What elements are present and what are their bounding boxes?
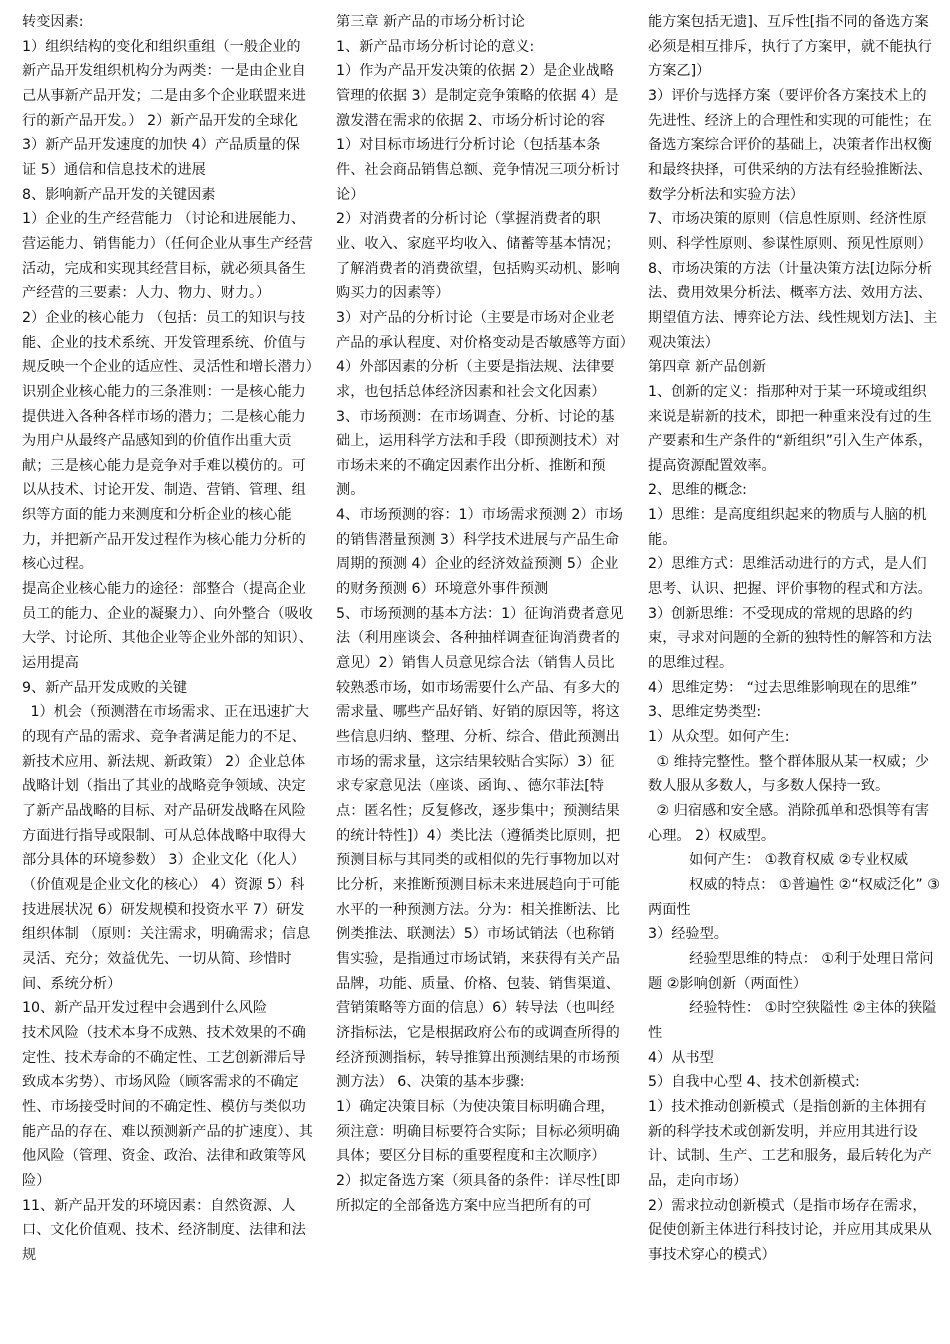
- paragraph: 2、思维的概念:: [648, 482, 747, 499]
- paragraph: 3）对产品的分析讨论（主要是市场对企业老产品的承认程度、对价格变动是否敏感等方面）: [336, 309, 634, 351]
- paragraph: 能方案包括无遗]、互斥性[指不同的备选方案必须是相互排斥，执行了方案甲，就不能执行方案乙]）: [648, 14, 932, 80]
- paragraph: 1）思维：是高度组织起来的物质与人脑的机能。: [648, 507, 927, 548]
- paragraph: 2）思维方式：思维活动进行的方式，是人们思考、认识、把握、评价事物的程式和方法。: [648, 556, 932, 598]
- paragraph: ① 维持完整性。整个群体服从某一权威；少数人服从多数人，与多数人保持一致。: [648, 753, 930, 795]
- paragraph: 经验特性： ①时空狭隘性 ②主体的狭隘性: [648, 1000, 937, 1041]
- paragraph: 5、市场预测的基本方法：1）征询消费者意见法（利用座谈会、各种抽样调查征询消费者的意见）2）销售人员意见综合法（销售人员比较熟悉市场，如市场需要什么产品、有多大的需求量、哪些产品好销、好销的原因等，将这些信息归纳、整理、分析、综合、借此预测出市场的需求量，这宗结果较贴合实际）3）征求专家意见法（座谈、函询、、德尔菲法[特点：匿名性；反复修改，逐步集中；预测结果的统计特性]）4）类比法（遵循类比原则，把预测目标与其同类的或相似的先行事物加以对比分析，来推断预测目标未来进展趋向于可能水平的一种预测方法。分为：相关推断法、比例类推法、联测法）5）市场试销法（也称销售实验，是指通过市场试销，来获得有关产品品牌，功能、质量、价格、包装、销售渠道、营销策略等方面的信息）6）转导法（也叫经济指标法，它是根据政府公布的或调查所得的经济预测指标，转导推算出预测结果的市场预测方法） 6、决策的基本步骤:: [336, 605, 624, 1091]
- paragraph: 1）技术推动创新模式（是指创新的主体拥有新的科学技术或创新发明，并应用其进行设计、试制、生产、工艺和服务，最后转化为产品，走向市场）: [648, 1098, 932, 1189]
- text-column-left: [22, 10, 320, 1267]
- paragraph: 提高企业核心能力的途径：部整合（提高企业员工的能力、企业的凝聚力）、向外整合（吸收大学、讨论所、其他企业等企业外部的知识）、运用提高: [22, 581, 313, 672]
- paragraph: 1）对目标市场进行分析讨论（包括基本条件、社会商品销售总额、竞争情况三项分析讨论）: [336, 137, 620, 203]
- text-column-middle: [336, 10, 634, 1218]
- paragraph: 经验型思维的特点： ①利于处理日常问题 ②影响创新（两面性）: [648, 950, 934, 992]
- paragraph: 11、新产品开发的环境因素：自然资源、人口、文化价值观、技术、经济制度、法律和法规: [22, 1197, 306, 1263]
- paragraph: 识别企业核心能力的三条准则：一是核心能力提供进入各种各样市场的潜力；二是核心能力为用户从最终产品感知到的价值作出重大贡献；三是核心能力是竞争对手难以模仿的。可以从技术、讨论开发、制造、营销、管理、组织等方面的能力来测度和分析企业的核心能力，并把新产品开发过程作为核心能力分析的核心过程。: [22, 383, 306, 573]
- paragraph: 4）外部因素的分析（主要是指法规、法律要求，也包括总体经济因素和社会文化因素） 3、市场预测：在市场调查、分析、讨论的基础上，运用科学方法和手段（即预测技术）对市场未来的不确定因素作出分析、推断和预测。: [336, 359, 620, 499]
- paragraph: 5）自我中心型 4、技术创新模式:: [648, 1074, 860, 1091]
- text-column-right: [648, 10, 940, 1267]
- paragraph: 1）确定决策目标（为使决策目标明确合理，须注意：明确目标要符合实际；目标必须明确具体；要区分目标的重要程度和主次顺序）: [336, 1098, 620, 1165]
- paragraph: 1）从众型。如何产生:: [648, 729, 790, 746]
- paragraph: 转变因素:: [22, 14, 84, 30]
- paragraph: 4）思维定势： “过去思维影响现在的思维” 3、思维定势类型:: [648, 679, 918, 721]
- paragraph: 3）创新思维：不受现成的常规的思路的约束，寻求对问题的全新的独特性的解答和方法的思维过程。: [648, 605, 932, 672]
- paragraph: 1）组织结构的变化和组织重组（一般企业的新产品开发组织机构分为两类：一是由企业自己从事新产品开发；二是由多个企业联盟来进行的新产品开发。） 2）新产品开发的全球化 3）新产品开发速度的加快 4）产品质量的保证 5）通信和信息技术的进展: [22, 38, 306, 178]
- paragraph: 4）从书型: [648, 1049, 714, 1066]
- paragraph: 2）企业的核心能力 （包括：员工的知识与技能、企业的技术系统、开发管理系统、价值与规反映一个企业的适应性、灵活性和增长潜力）: [22, 309, 320, 376]
- paragraph: 3）评价与选择方案（要评价各方案技术上的先进性、经济上的合理性和实现的可能性；在备选方案综合评价的基础上，决策者作出权衡和最终抉择，可供采纳的方法有经验推断法、数学分析法和实验方法）: [648, 87, 932, 203]
- paragraph: 1、创新的定义：指那种对于某一环境或组织来说是崭新的技术，即把一种重来没有过的生产要素和生产条件的“新组织”引入生产体系，提高资源配置效率。: [648, 383, 933, 474]
- paragraph: 第四章 新产品创新: [648, 359, 767, 376]
- paragraph: 4、市场预测的容：1）市场需求预测 2）市场的销售潜量预测 3）科学技术进展与产品生命周期的预测 4）企业的经济效益预测 5）企业的财务预测 6）环境意外事件预测: [336, 507, 623, 598]
- paragraph: 1）企业的生产经营能力 （讨论和进展能力、营运能力、销售能力）（任何企业从事生产经营活动，完成和实现其经营目标，就必须具备生产经营的三要素：人力、物力、财力。）: [22, 211, 313, 302]
- paragraph: 8、市场决策的方法（计量决策方法[边际分析法、费用效果分析法、概率方法、效用方法、期望值方法、博弈论方法、线性规划方法]、主观决策法）: [648, 260, 938, 351]
- paragraph: 9、新产品开发成败的关键: [22, 679, 188, 696]
- paragraph: 权威的特点： ①普遍性 ②“权威泛化” ③两面性: [648, 876, 940, 918]
- paragraph: ② 归宿感和安全感。消除孤单和恐惧等有害心理。 2）权威型。: [648, 803, 930, 844]
- paragraph: 7、市场决策的原则（信息性原则、经济性原则、科学性原则、参谋性原则、预见性原则）: [648, 211, 932, 252]
- paragraph: 1、新产品市场分析讨论的意义:: [336, 38, 535, 55]
- paragraph: 技术风险（技术本身不成熟、技术效果的不确定性、技术寿命的不确定性、工艺创新滞后导致成本劣势）、市场风险（顾客需求的不确定性、市场接受时间的不确定性、模仿与类似功能产品的存在、难以预测新产品的扩速度）、其他风险（管理、资金、政治、法律和政策等风险）: [22, 1024, 313, 1189]
- paragraph: 第三章 新产品的市场分析讨论: [336, 14, 525, 30]
- paragraph: 8、影响新产品开发的关键因素: [22, 186, 216, 203]
- paragraph: 1）作为产品开发决策的依据 2）是企业战略管理的依据 3）是制定竞争策略的依据 4）是激发潜在需求的依据 2、市场分析讨论的容: [336, 63, 619, 129]
- paragraph: 3）经验型。: [648, 926, 728, 943]
- paragraph: 1）机会（预测潜在市场需求、正在迅速扩大的现有产品的需求、竞争者满足能力的不足、新技术应用、新法规、新政策） 2）企业总体战略计划（指出了其业的战略竞争领域、决定了新产品战略的目标、对产品研发战略在风险方面进行指导或限制、可从总体战略中取得大部分具体的环境参数） 3）企业文化（化人）（价值观是企业文化的核心） 4）资源 5）科技进展状况 6）研发规模和投资水平 7）研发组织体制 （原则：关注需求，明确需求；信息灵活、充分；效益优先、一切从简、珍惜时间、系统分析）: [22, 704, 311, 992]
- paragraph: 如何产生： ①教育权威 ②专业权威: [689, 852, 909, 869]
- paragraph: 2）对消费者的分析讨论（掌握消费者的职业、收入、家庭平均收入、储蓄等基本情况；了解消费者的消费欲望，包括购买动机、影响购买力的因素等）: [336, 211, 620, 302]
- paragraph: 10、新产品开发过程中会遇到什么风险: [22, 1000, 268, 1017]
- paragraph: 2）拟定备选方案（须具备的条件：详尽性[即所拟定的全部备选方案中应当把所有的可: [336, 1172, 621, 1214]
- paragraph: 2）需求拉动创新模式（是指市场存在需求，促使创新主体进行科技讨论，并应用其成果从事技术穿心的模式）: [648, 1197, 932, 1263]
